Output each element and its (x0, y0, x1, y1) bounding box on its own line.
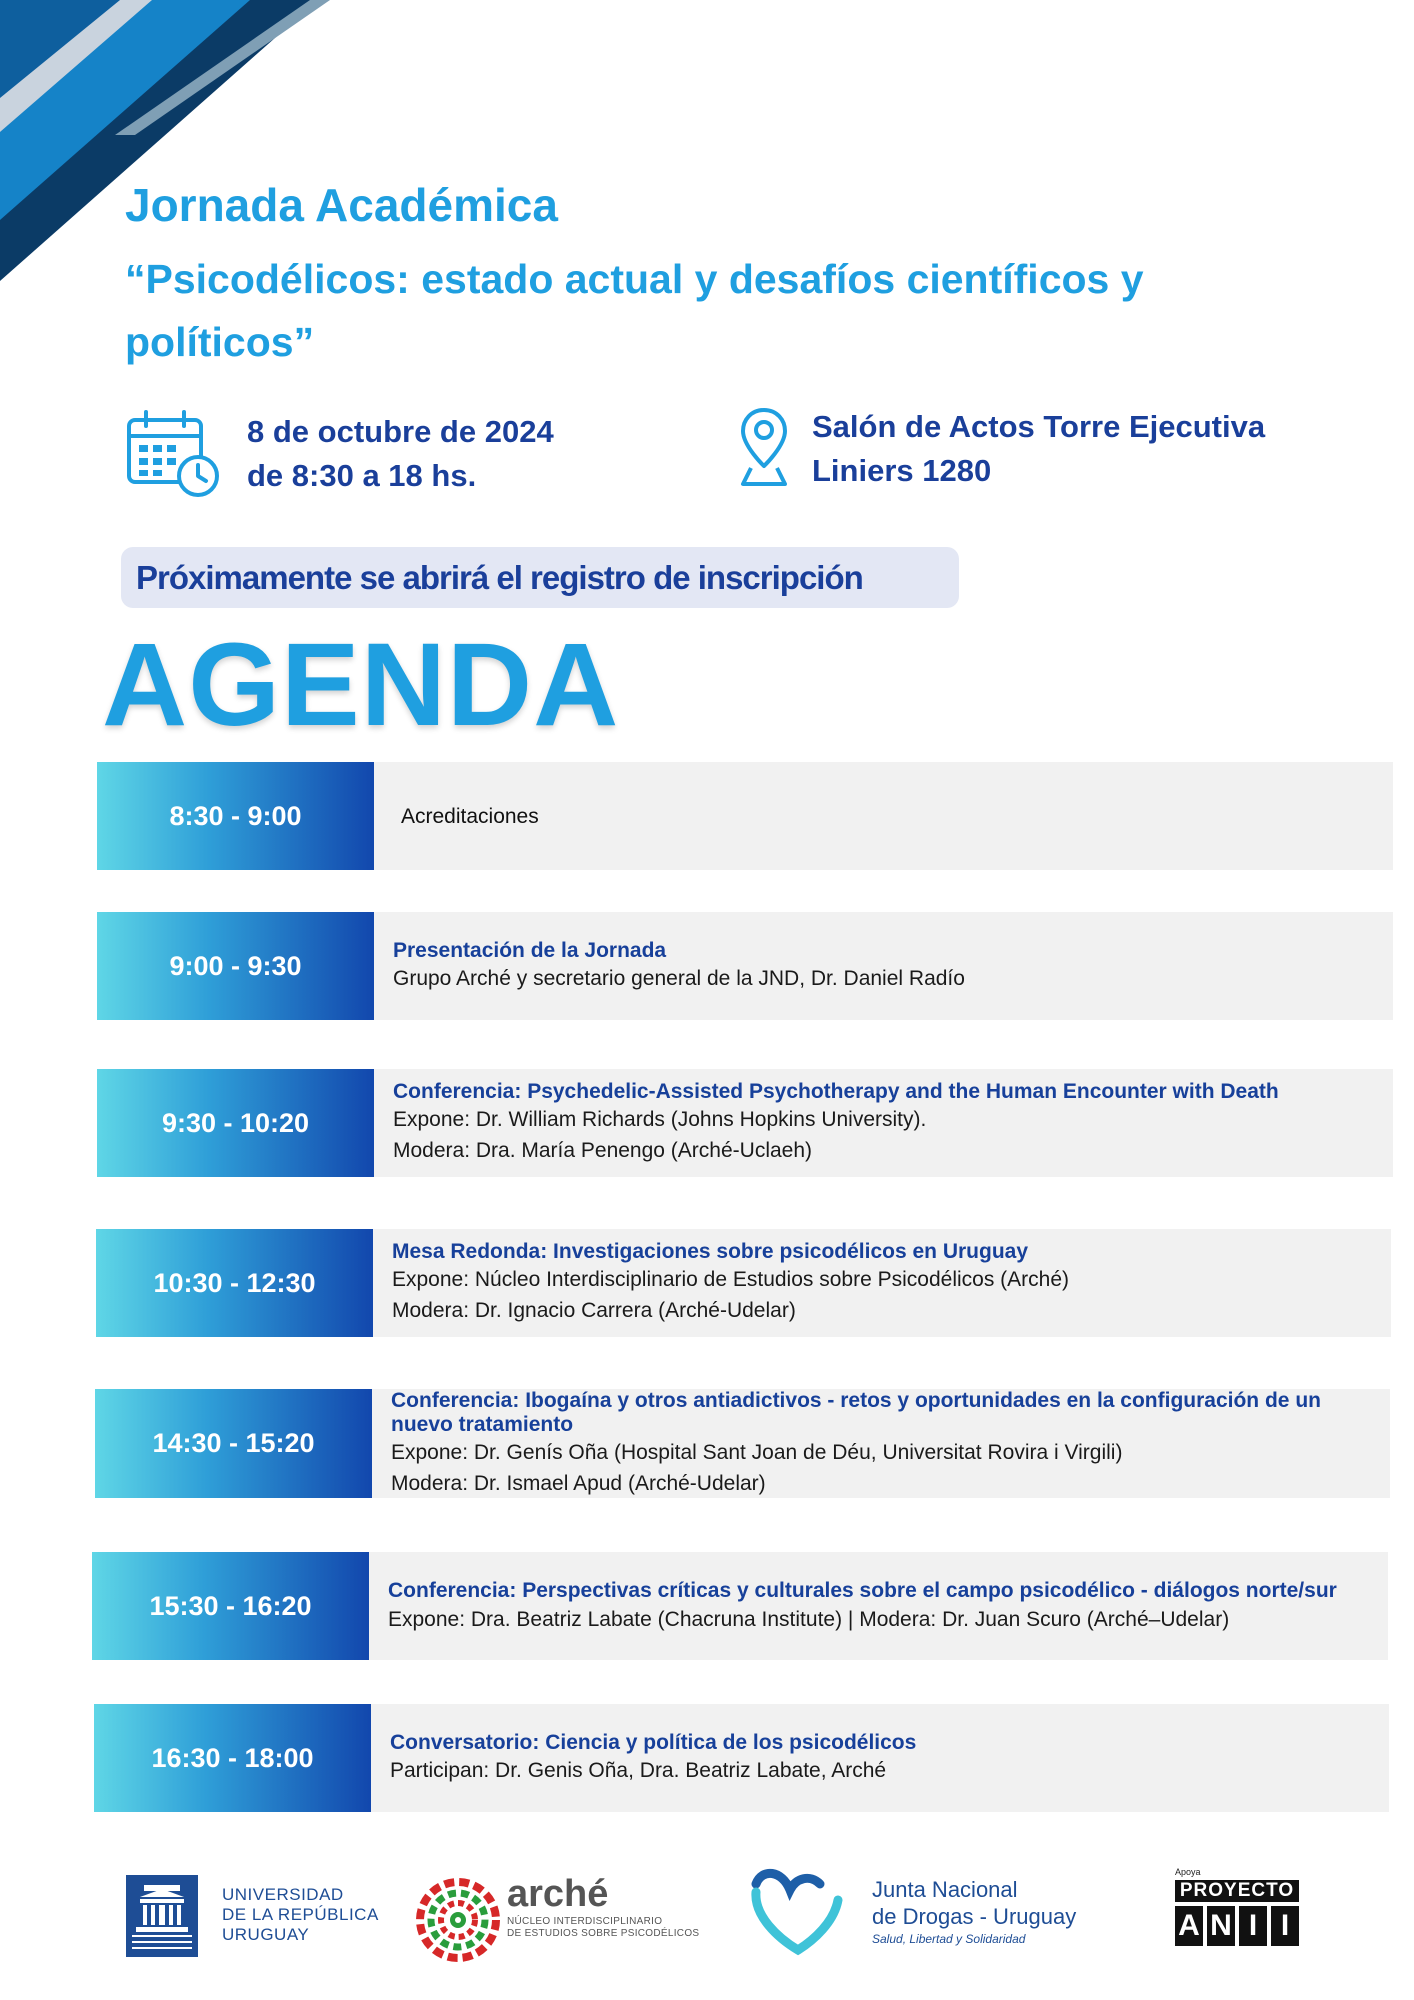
event-subtitle: “Psicodélicos: estado actual y desafíos científicos y políticos” (125, 256, 1144, 365)
arche-logo-text (507, 1872, 699, 1940)
jnd-tagline: Salud, Libertad y Solidaridad (872, 1932, 1026, 1946)
registration-note: Próximamente se abrirá el registro de inscripción (121, 547, 959, 608)
udelar-line: URUGUAY (222, 1925, 310, 1944)
calendar-icon (126, 408, 220, 498)
anii-letter: A (1175, 1906, 1203, 1946)
agenda-line: Participan: Dr. Genis Oña, Dra. Beatriz Labate, Arché (390, 1758, 887, 1782)
agenda-item-title: Conversatorio: Ciencia y política de los psicodélicos (390, 1730, 917, 1754)
udelar-logo-text (222, 1885, 379, 1945)
agenda-time: 15:30 - 16:20 (92, 1552, 369, 1660)
jnd-heart-icon (748, 1866, 848, 1956)
agenda-row (97, 912, 1393, 1020)
udelar-line: UNIVERSIDAD (222, 1885, 344, 1904)
agenda-item-title: Mesa Redonda: Investigaciones sobre psicodélicos en Uruguay (392, 1240, 1029, 1263)
anii-logo (1175, 1866, 1299, 1946)
agenda-item-title: Presentación de la Jornada (393, 938, 667, 962)
anii-proyecto: PROYECTO (1175, 1880, 1299, 1902)
jnd-line: Junta Nacional (872, 1877, 1018, 1902)
agenda-line: Expone: Dra. Beatriz Labate (Chacruna Institute) | Modera: Dr. Juan Scuro (Arché–Udelar) (388, 1608, 1230, 1631)
corner-decoration (0, 0, 330, 290)
event-venue: Salón de Actos Torre Ejecutiva (812, 409, 1266, 444)
location-pin-icon (739, 406, 789, 488)
agenda-line: Modera: Dr. Ismael Apud (Arché-Udelar) (391, 1471, 766, 1495)
arche-sub: NÚCLEO INTERDISCIPLINARIO (507, 1916, 663, 1927)
arche-name: arché (507, 1873, 609, 1915)
arche-mandala-icon (416, 1878, 500, 1962)
jnd-line: de Drogas - Uruguay (872, 1904, 1077, 1929)
agenda-line: Grupo Arché y secretario general de la JND, Dr. Daniel Radío (393, 966, 965, 990)
agenda-row (96, 1229, 1391, 1337)
agenda-row (97, 762, 1393, 870)
agenda-item-title: Conferencia: Ibogaína y otros antiadictivos - retos y oportunidades en la configuración de un nuevo tratamiento (391, 1388, 1321, 1436)
agenda-line: Acreditaciones (401, 804, 539, 828)
agenda-time: 14:30 - 15:20 (95, 1389, 372, 1498)
event-date: 8 de octubre de 2024 (247, 414, 554, 449)
agenda-line: Expone: Dr. Genís Oña (Hospital Sant Joan de Déu, Universitat Rovira i Virgili) (391, 1440, 1123, 1464)
agenda-row (95, 1389, 1390, 1498)
agenda-item-title: Conferencia: Psychedelic-Assisted Psychotherapy and the Human Encounter with Death (393, 1080, 1279, 1103)
event-location (812, 405, 1265, 493)
udelar-line: DE LA REPÚBLICA (222, 1905, 379, 1924)
agenda-line: Expone: Dr. William Richards (Johns Hopkins University). (393, 1108, 927, 1131)
anii-apoya: Apoya (1175, 1867, 1201, 1877)
agenda-time: 10:30 - 12:30 (96, 1229, 373, 1337)
agenda-line: Modera: Dra. María Penengo (Arché-Uclaeh) (393, 1139, 813, 1162)
agenda-line: Expone: Núcleo Interdisciplinario de Estudios sobre Psicodélicos (Arché) (392, 1268, 1070, 1291)
agenda-title: AGENDA (102, 619, 620, 751)
anii-letter: N (1207, 1906, 1235, 1946)
agenda-time: 8:30 - 9:00 (97, 762, 374, 870)
agenda-row (94, 1704, 1389, 1812)
jnd-logo-text (872, 1876, 1076, 1948)
event-address: Liniers 1280 (812, 453, 992, 488)
event-datetime (247, 410, 554, 498)
event-title: Jornada Académica (125, 179, 558, 231)
agenda-time: 9:30 - 10:20 (97, 1069, 374, 1177)
agenda-time: 16:30 - 18:00 (94, 1704, 371, 1812)
agenda-line: Modera: Dr. Ignacio Carrera (Arché-Udelar) (392, 1299, 796, 1322)
agenda-row (92, 1552, 1388, 1660)
anii-letter: I (1239, 1906, 1267, 1946)
anii-letter: I (1271, 1906, 1299, 1946)
agenda-item-title: Conferencia: Perspectivas críticas y culturales sobre el campo psicodélico - diálogos norte/sur (388, 1579, 1337, 1602)
udelar-emblem-icon (126, 1875, 198, 1957)
event-time: de 8:30 a 18 hs. (247, 458, 477, 493)
arche-sub: DE ESTUDIOS SOBRE PSICODÉLICOS (507, 1928, 700, 1939)
agenda-time: 9:00 - 9:30 (97, 912, 374, 1020)
agenda-row (97, 1069, 1393, 1177)
